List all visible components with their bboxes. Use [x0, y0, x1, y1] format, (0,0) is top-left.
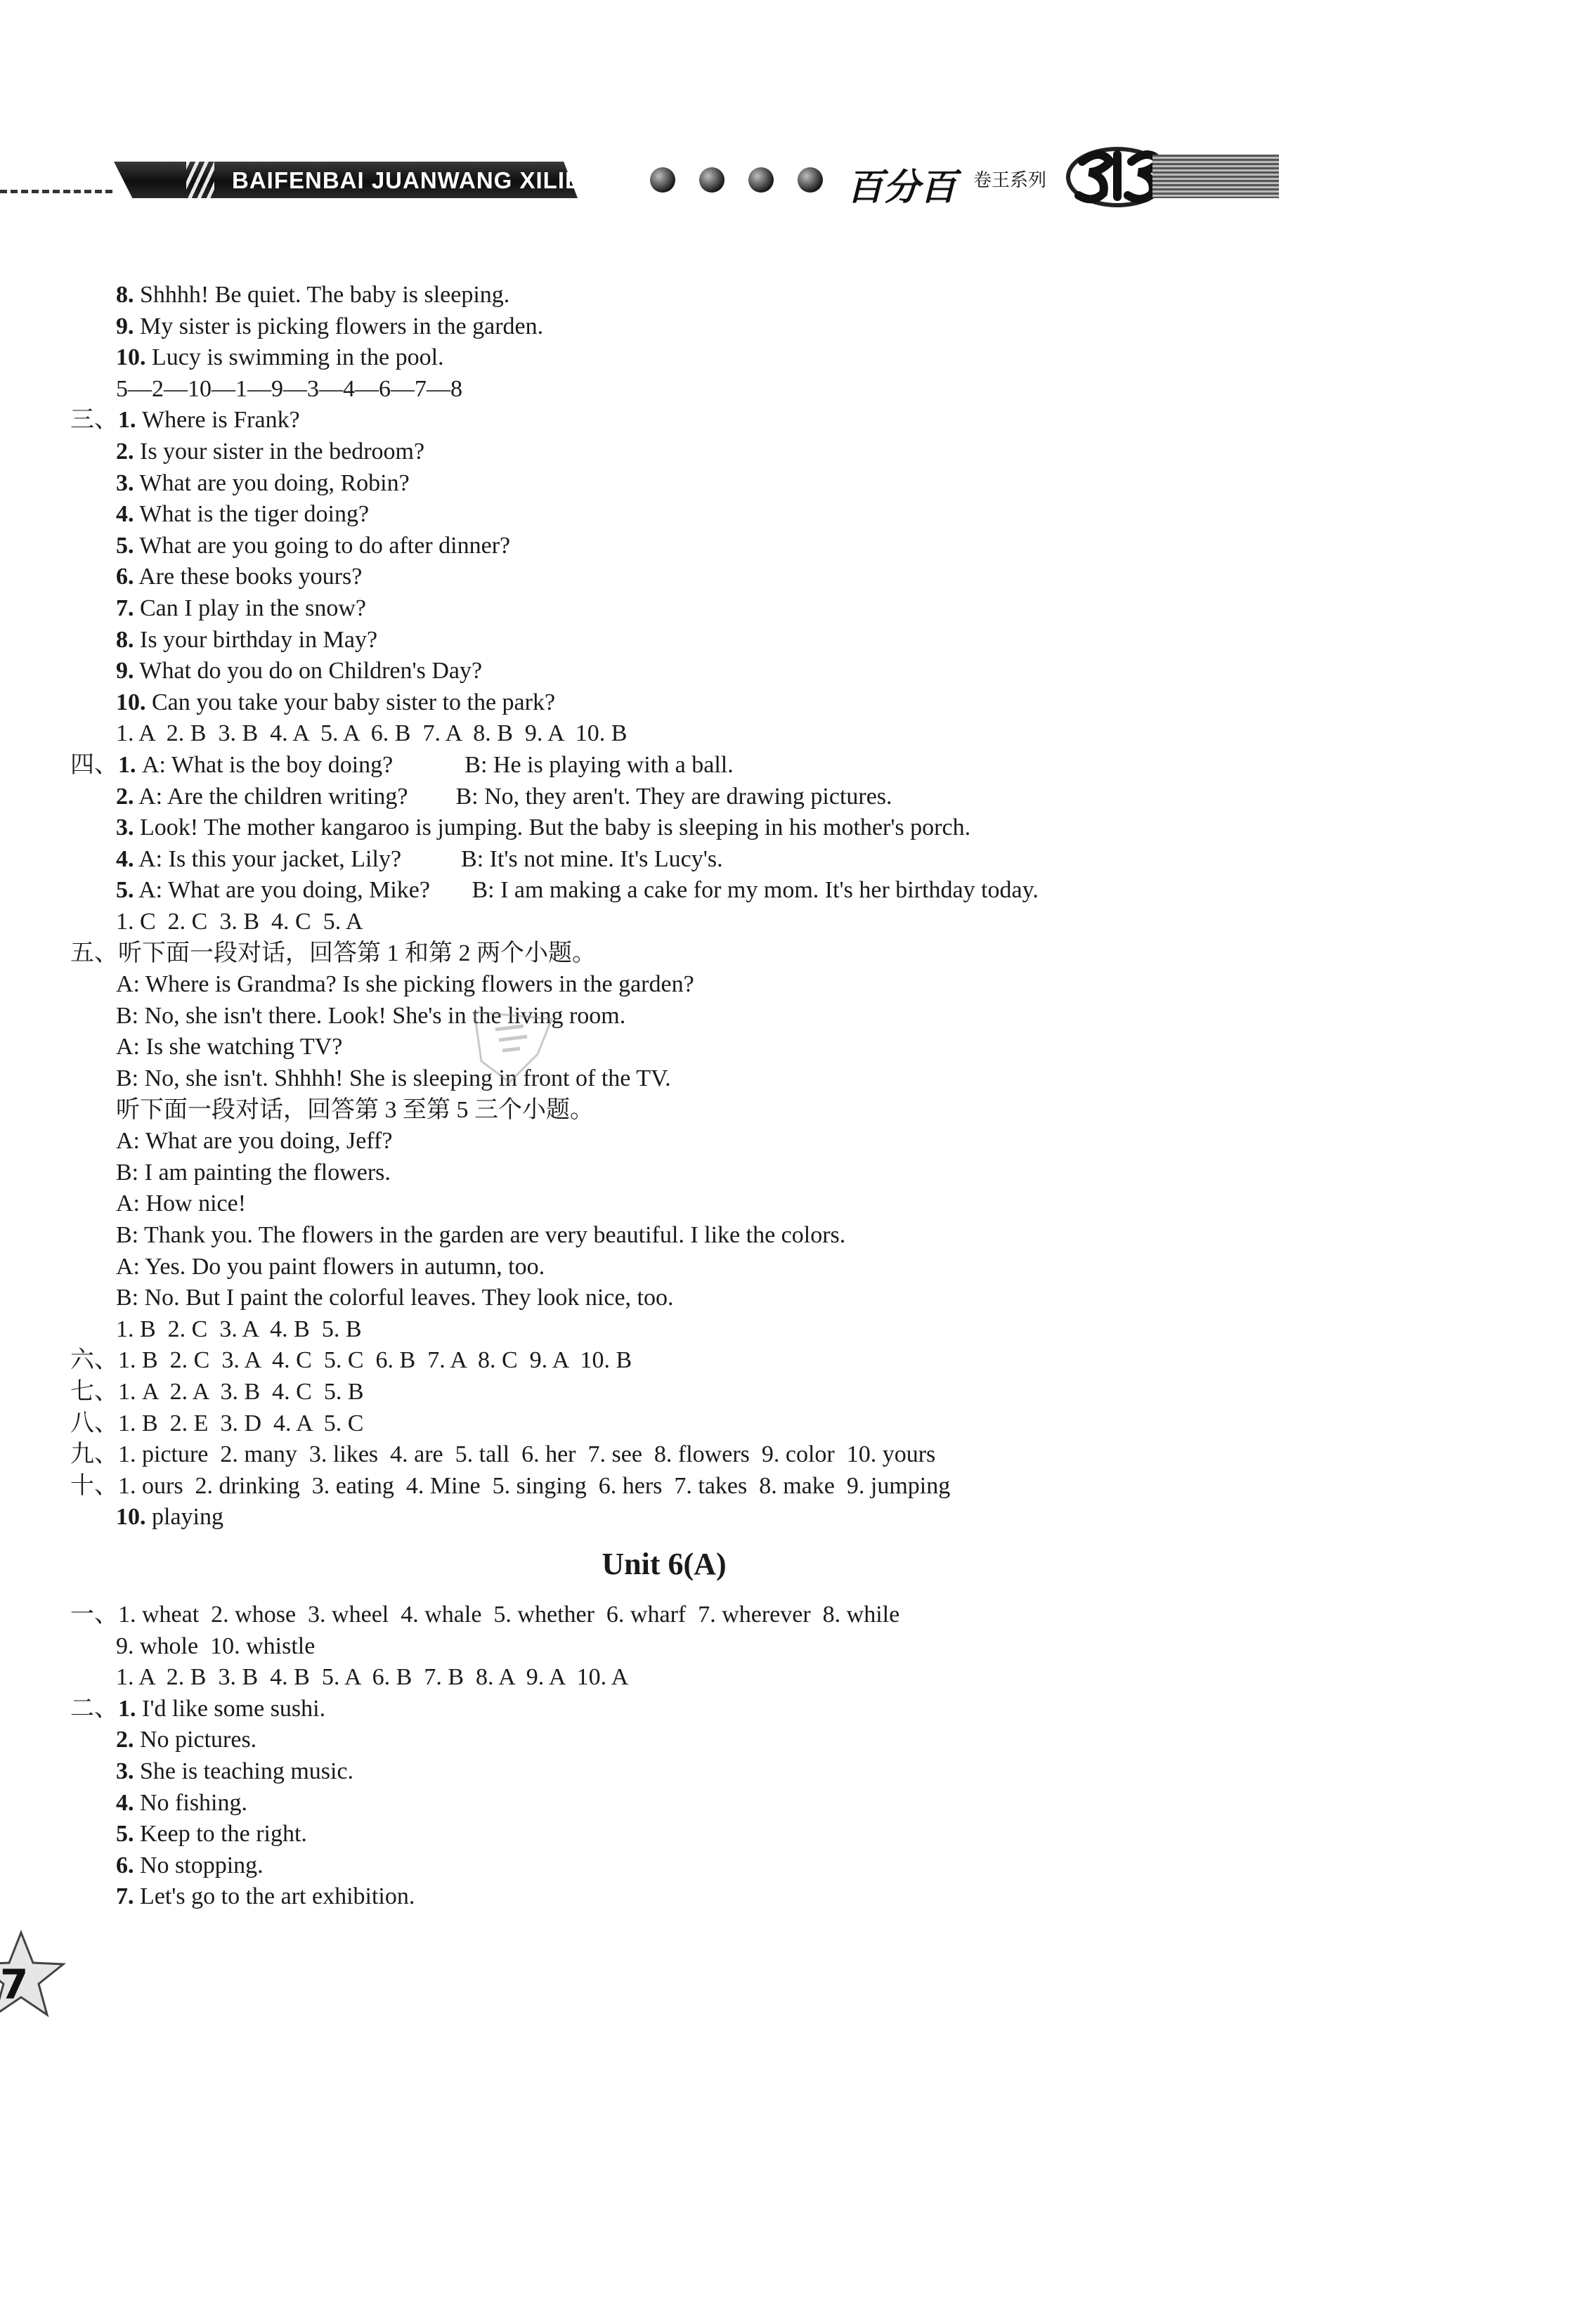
- answer-line: [116, 1316, 362, 1344]
- answer-line: [116, 1852, 264, 1880]
- answer-text: What do you do on Children's Day?: [134, 658, 483, 684]
- answer-text: 1. wheat 2. whose 3. wheel 4. whale 5. whether 6. wharf 7. wherever 8. while: [118, 1602, 900, 1628]
- answer-line: [116, 626, 377, 654]
- answer-line: [116, 1033, 342, 1061]
- answer-text: 1. B 2. E 3. D 4. A 5. C: [118, 1410, 364, 1436]
- answer-line: [116, 1253, 545, 1281]
- answer-text: playing: [145, 1504, 223, 1531]
- answer-line: [116, 375, 462, 403]
- section-marker: 三、: [70, 407, 118, 434]
- answer-text: A: What are you doing, Jeff?: [116, 1128, 393, 1155]
- answer-text: Look! The mother kangaroo is jumping. But the baby is sleeping in his mother's porch.: [134, 814, 971, 841]
- answer-line: [116, 1127, 392, 1155]
- item-number: 6.: [116, 564, 134, 590]
- answer-text: A: How nice!: [116, 1190, 247, 1217]
- section-marker: 八、: [70, 1410, 118, 1436]
- answer-text: 1. ours 2. drinking 3. eating 4. Mine 5. singing 6. hers 7. takes 8. make 9. jumping: [118, 1472, 951, 1499]
- answer-text: 听下面一段对话，回答第 1 和第 2 两个小题。: [118, 940, 596, 966]
- answer-line: [116, 689, 555, 717]
- answer-text: What are you doing, Robin?: [134, 469, 410, 496]
- answer-text: Let's go to the art exhibition.: [134, 1883, 415, 1910]
- answer-text: No fishing.: [134, 1789, 247, 1816]
- item-number: 7.: [116, 1883, 134, 1910]
- item-number: 9.: [116, 313, 134, 339]
- answer-line: [116, 438, 424, 466]
- answer-text: 1. B 2. C 3. A 4. C 5. C 6. B 7. A 8. C 9. A 10. B: [118, 1347, 632, 1374]
- section-marker: 六、: [70, 1347, 118, 1374]
- answer-text: A: Is she watching TV?: [116, 1034, 343, 1060]
- answer-text: Lucy is swimming in the pool.: [145, 344, 444, 371]
- answer-line: [116, 1663, 628, 1692]
- unit-title: Unit 6(A): [602, 1547, 727, 1581]
- answer-text: B: I am painting the flowers.: [116, 1159, 391, 1186]
- item-number: 7.: [116, 595, 134, 621]
- answer-line: [116, 1284, 674, 1312]
- answer-text: Is your sister in the bedroom?: [134, 439, 425, 465]
- item-number: 5.: [116, 532, 134, 559]
- answer-line: [116, 971, 694, 999]
- answer-line: [116, 1758, 353, 1786]
- section-marker: 七、: [70, 1379, 118, 1405]
- item-number: 5.: [116, 877, 134, 904]
- answer-line: [116, 876, 1039, 904]
- answer-line: [116, 281, 509, 309]
- item-number: 3.: [116, 814, 134, 841]
- answer-line: [116, 563, 362, 591]
- answer-line: [70, 751, 734, 779]
- answer-text: 1. picture 2. many 3. likes 4. are 5. tall 6. her 7. see 8. flowers 9. color 10. yours: [118, 1441, 936, 1468]
- answer-text: Are these books yours?: [134, 564, 363, 590]
- item-number: 10.: [116, 344, 146, 371]
- section-marker: 一、: [70, 1602, 118, 1628]
- item-number: 10.: [116, 1504, 146, 1531]
- answer-text: 听下面一段对话，回答第 3 至第 5 三个小题。: [116, 1096, 594, 1123]
- answer-line: [116, 1820, 307, 1848]
- item-number: 2.: [116, 439, 134, 465]
- answer-line: [116, 532, 510, 560]
- answer-text: A: What are you doing, Mike? B: I am making a cake for my mom. It's her birthday today.: [134, 877, 1039, 904]
- item-number: 9.: [116, 658, 134, 684]
- answer-text: Where is Frank?: [136, 407, 300, 434]
- answer-text: I'd like some sushi.: [136, 1695, 326, 1722]
- section-marker: 十、: [70, 1472, 118, 1499]
- item-number: 2.: [116, 1727, 134, 1753]
- answer-line: [116, 720, 627, 748]
- answer-line: [116, 657, 482, 685]
- answer-text: Shhhh! Be quiet. The baby is sleeping.: [134, 282, 510, 308]
- answer-text: B: No. But I paint the colorful leaves. They look nice, too.: [116, 1285, 674, 1311]
- item-number: 3.: [116, 469, 134, 496]
- answer-text: 1. A 2. A 3. B 4. C 5. B: [118, 1379, 364, 1405]
- answer-text: A: Where is Grandma? Is she picking flowers in the garden?: [116, 971, 694, 998]
- page-number: 7: [0, 1961, 29, 2008]
- answer-text: B: No, she isn't. Shhhh! She is sleeping in front of the TV.: [116, 1065, 671, 1091]
- section-marker: 二、: [70, 1695, 118, 1722]
- answer-text: B: Thank you. The flowers in the garden are very beautiful. I like the colors.: [116, 1222, 846, 1248]
- answer-text: She is teaching music.: [134, 1758, 354, 1784]
- answer-line: [70, 940, 596, 968]
- answer-text: What is the tiger doing?: [134, 501, 370, 528]
- item-number: 6.: [116, 1852, 134, 1878]
- answer-line: [116, 1096, 594, 1124]
- answer-text: Keep to the right.: [134, 1821, 307, 1848]
- answer-text: 1. A 2. B 3. B 4. A 5. A 6. B 7. A 8. B 9. A 10. B: [116, 720, 628, 747]
- answer-line: [70, 1695, 325, 1723]
- answer-line: [116, 500, 369, 528]
- watermark-stamp-icon: [460, 998, 566, 1089]
- answer-line: [70, 406, 300, 434]
- answer-text: 1. A 2. B 3. B 4. B 5. A 6. B 7. B 8. A 9. A 10. A: [116, 1664, 629, 1691]
- brand-series-text: 卷王系列: [973, 170, 1047, 191]
- item-number: 4.: [116, 501, 134, 528]
- brand-logo-text: 百分百: [847, 167, 957, 209]
- answer-line: [70, 1410, 363, 1438]
- answer-text: 1. C 2. C 3. B 4. C 5. A: [116, 909, 363, 935]
- item-number: 4.: [116, 845, 134, 872]
- answer-line: [116, 595, 366, 623]
- answer-line: [116, 1883, 415, 1911]
- section-marker: 九、: [70, 1441, 118, 1468]
- answer-line: [116, 1221, 845, 1249]
- item-number: 4.: [116, 1789, 134, 1816]
- answer-line: [70, 1378, 364, 1406]
- item-number: 5.: [116, 1821, 134, 1848]
- answer-text: Is your birthday in May?: [134, 626, 378, 653]
- item-number: 1.: [118, 407, 136, 434]
- item-number: 8.: [116, 282, 134, 308]
- answer-line: [116, 344, 444, 372]
- answer-text: Can I play in the snow?: [134, 595, 366, 621]
- answer-text: 5—2—10—1—9—3—4—6—7—8: [116, 375, 462, 402]
- answer-line: [116, 1789, 247, 1817]
- answer-line: [70, 1601, 899, 1629]
- answer-line: [116, 469, 410, 498]
- answer-line: [116, 845, 723, 874]
- item-number: 8.: [116, 626, 134, 653]
- answer-text: A: Are the children writing? B: No, they aren't. They are drawing pictures.: [134, 783, 892, 810]
- section-marker: 四、: [70, 752, 118, 778]
- item-number: 1.: [118, 752, 136, 778]
- answer-text: A: Yes. Do you paint flowers in autumn, too.: [116, 1253, 545, 1280]
- answer-text: A: What is the boy doing? B: He is playing with a ball.: [136, 752, 734, 778]
- answer-line: [116, 908, 363, 936]
- answer-line: [116, 1632, 315, 1661]
- answer-text: No pictures.: [134, 1727, 257, 1753]
- item-number: 3.: [116, 1758, 134, 1784]
- item-number: 10.: [116, 689, 146, 715]
- answer-line: [116, 313, 543, 341]
- answer-text: No stopping.: [134, 1852, 264, 1878]
- answer-text: Can you take your baby sister to the park?: [145, 689, 556, 715]
- answer-text: My sister is picking flowers in the garden.: [134, 313, 544, 339]
- item-number: 2.: [116, 783, 134, 810]
- answer-line: [116, 1726, 256, 1754]
- answer-text: A: Is this your jacket, Lily? B: It's not mine. It's Lucy's.: [134, 845, 723, 872]
- answer-line: [116, 1503, 223, 1531]
- item-number: 1.: [118, 1695, 136, 1722]
- answer-line: [70, 1441, 935, 1469]
- answer-text: 1. B 2. C 3. A 4. B 5. B: [116, 1316, 362, 1342]
- answer-line: [116, 1190, 246, 1218]
- answer-text: B: No, she isn't there. Look! She's in the living room.: [116, 1002, 626, 1029]
- answer-line: [70, 1472, 950, 1500]
- answer-text: 9. whole 10. whistle: [116, 1632, 316, 1659]
- answer-line: [116, 814, 970, 842]
- answer-line: [70, 1346, 632, 1375]
- answer-line: [116, 1159, 391, 1187]
- answer-line: [116, 783, 892, 811]
- series-latin-name: BAIFENBAI JUANWANG XILIE: [232, 167, 582, 193]
- answer-text: What are you going to do after dinner?: [134, 532, 511, 559]
- answer-line: [116, 1065, 671, 1093]
- section-marker: 五、: [70, 940, 118, 966]
